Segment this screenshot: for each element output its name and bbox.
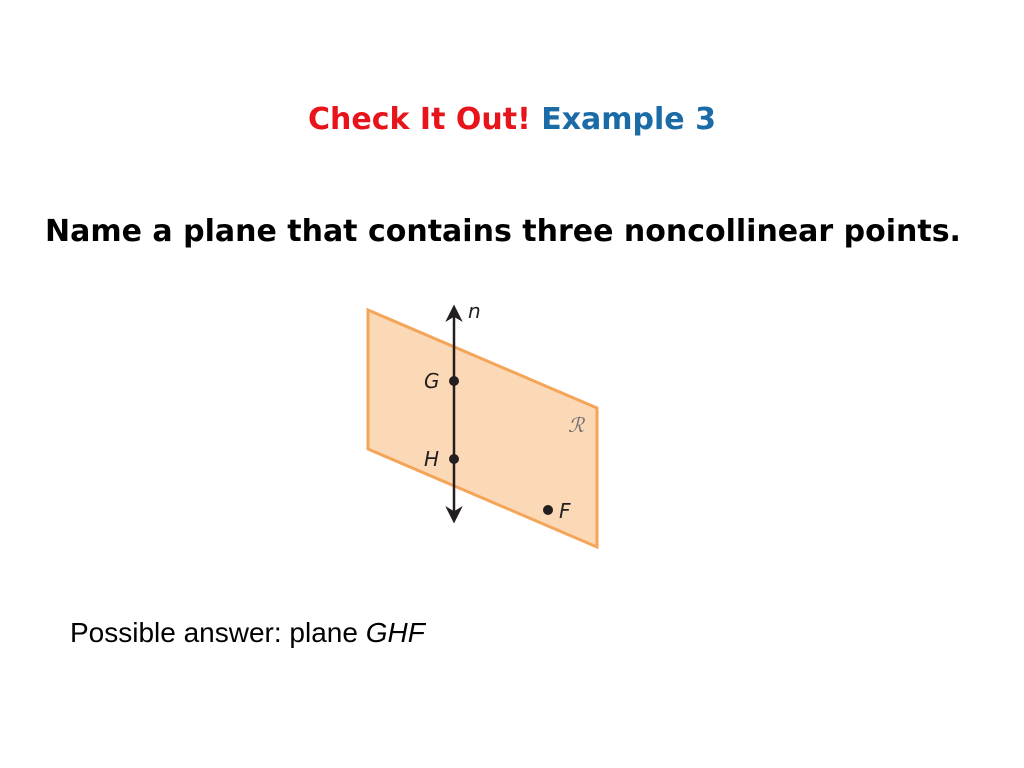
question-text: Name a plane that contains three noncollinear points. xyxy=(45,214,961,249)
label-g: G xyxy=(424,369,440,393)
answer-plane-name: GHF xyxy=(365,617,425,648)
answer-text: Possible answer: plane xyxy=(70,617,366,648)
label-plane-r: ℛ xyxy=(568,413,584,437)
title-example-number: Example 3 xyxy=(541,102,716,137)
label-h: H xyxy=(424,447,440,471)
point-g xyxy=(449,376,459,386)
point-f xyxy=(543,505,553,515)
possible-answer xyxy=(70,615,425,651)
label-f: F xyxy=(559,499,571,523)
label-n: n xyxy=(468,299,481,323)
title-check-it-out: Check It Out! xyxy=(308,102,531,137)
point-h xyxy=(449,454,459,464)
